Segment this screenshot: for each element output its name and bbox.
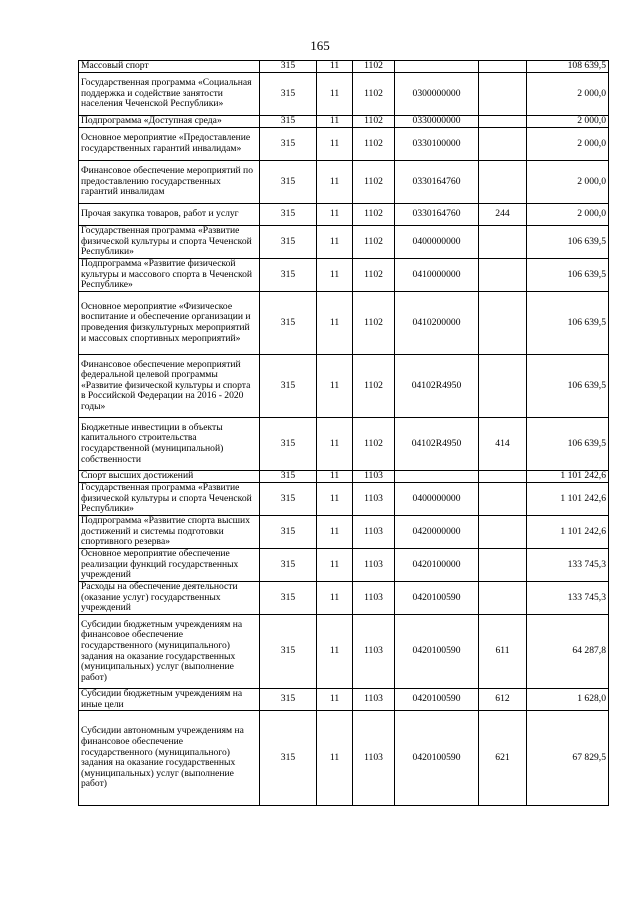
row-rz-cell: 11 bbox=[317, 689, 353, 711]
row-ved-cell: 315 bbox=[260, 615, 317, 689]
row-ved-cell: 315 bbox=[260, 61, 317, 73]
row-name-cell: Массовый спорт bbox=[79, 61, 260, 73]
row-csr-cell: 0330164760 bbox=[395, 204, 479, 226]
row-amount-cell: 2 000,0 bbox=[527, 161, 609, 204]
row-ved-cell: 315 bbox=[260, 711, 317, 806]
row-rz-cell: 11 bbox=[317, 418, 353, 471]
row-csr-cell: 04102R4950 bbox=[395, 355, 479, 418]
row-pr-cell: 1103 bbox=[353, 483, 395, 516]
row-rz-cell: 11 bbox=[317, 355, 353, 418]
row-amount-cell: 1 101 242,6 bbox=[527, 516, 609, 549]
row-rz-cell: 11 bbox=[317, 204, 353, 226]
row-vr-cell: 244 bbox=[479, 204, 527, 226]
budget-table bbox=[78, 60, 609, 806]
row-amount-cell: 67 829,5 bbox=[527, 711, 609, 806]
table-row bbox=[79, 689, 609, 711]
row-ved-cell: 315 bbox=[260, 516, 317, 549]
row-pr-cell: 1102 bbox=[353, 116, 395, 128]
row-pr-cell: 1102 bbox=[353, 61, 395, 73]
row-amount-cell: 1 101 242,6 bbox=[527, 483, 609, 516]
row-name-cell: Субсидии автономным учреждениям на финансовое обеспечение государственного (муниципального) задания на оказание государственных (муниципальных) услуг (выполнение работ) bbox=[79, 711, 260, 806]
row-amount-cell: 106 639,5 bbox=[527, 226, 609, 259]
row-ved-cell: 315 bbox=[260, 549, 317, 582]
row-vr-cell bbox=[479, 161, 527, 204]
row-vr-cell bbox=[479, 549, 527, 582]
row-csr-cell: 0420000000 bbox=[395, 516, 479, 549]
row-vr-cell: 414 bbox=[479, 418, 527, 471]
row-amount-cell: 1 628,0 bbox=[527, 689, 609, 711]
row-name-cell: Государственная программа «Социальная поддержка и содействие занятости населения Чеченской Республики» bbox=[79, 73, 260, 116]
row-amount-cell: 1 101 242,6 bbox=[527, 471, 609, 483]
table-row bbox=[79, 61, 609, 73]
table-row bbox=[79, 516, 609, 549]
row-name-cell: Спорт высших достижений bbox=[79, 471, 260, 483]
row-pr-cell: 1103 bbox=[353, 549, 395, 582]
table-row bbox=[79, 259, 609, 292]
row-name-cell: Субсидии бюджетным учреждениям на иные цели bbox=[79, 689, 260, 711]
row-ved-cell: 315 bbox=[260, 483, 317, 516]
row-ved-cell: 315 bbox=[260, 582, 317, 615]
table-row bbox=[79, 161, 609, 204]
table-row bbox=[79, 116, 609, 128]
row-ved-cell: 315 bbox=[260, 259, 317, 292]
row-csr-cell bbox=[395, 471, 479, 483]
table-row bbox=[79, 292, 609, 355]
row-ved-cell: 315 bbox=[260, 161, 317, 204]
row-vr-cell: 611 bbox=[479, 615, 527, 689]
row-rz-cell: 11 bbox=[317, 549, 353, 582]
row-rz-cell: 11 bbox=[317, 116, 353, 128]
row-vr-cell bbox=[479, 61, 527, 73]
table-row bbox=[79, 355, 609, 418]
row-csr-cell: 04102R4950 bbox=[395, 418, 479, 471]
row-pr-cell: 1102 bbox=[353, 355, 395, 418]
row-vr-cell bbox=[479, 516, 527, 549]
row-rz-cell: 11 bbox=[317, 471, 353, 483]
row-name-cell: Финансовое обеспечение мероприятий по предоставлению государственных гарантий инвалидам bbox=[79, 161, 260, 204]
row-csr-cell: 0420100590 bbox=[395, 615, 479, 689]
row-ved-cell: 315 bbox=[260, 471, 317, 483]
row-name-cell: Субсидии бюджетным учреждениям на финансовое обеспечение государственного (муниципального) задания на оказание государственных (муниципальных) услуг (выполнение работ) bbox=[79, 615, 260, 689]
row-ved-cell: 315 bbox=[260, 204, 317, 226]
row-ved-cell: 315 bbox=[260, 418, 317, 471]
page-number: 165 bbox=[310, 38, 330, 53]
row-name-cell: Подпрограмма «Развитие физической культуры и массового спорта в Чеченской Республике» bbox=[79, 259, 260, 292]
row-name-cell: Подпрограмма «Доступная среда» bbox=[79, 116, 260, 128]
table-row bbox=[79, 549, 609, 582]
row-amount-cell: 133 745,3 bbox=[527, 582, 609, 615]
table-row bbox=[79, 418, 609, 471]
table-row bbox=[79, 73, 609, 116]
row-amount-cell: 106 639,5 bbox=[527, 259, 609, 292]
row-amount-cell: 2 000,0 bbox=[527, 116, 609, 128]
row-amount-cell: 64 287,8 bbox=[527, 615, 609, 689]
row-pr-cell: 1102 bbox=[353, 226, 395, 259]
row-ved-cell: 315 bbox=[260, 128, 317, 161]
row-vr-cell bbox=[479, 471, 527, 483]
row-vr-cell: 621 bbox=[479, 711, 527, 806]
row-ved-cell: 315 bbox=[260, 689, 317, 711]
row-ved-cell: 315 bbox=[260, 292, 317, 355]
row-pr-cell: 1103 bbox=[353, 582, 395, 615]
row-csr-cell: 0300000000 bbox=[395, 73, 479, 116]
row-pr-cell: 1103 bbox=[353, 711, 395, 806]
row-pr-cell: 1103 bbox=[353, 615, 395, 689]
row-rz-cell: 11 bbox=[317, 711, 353, 806]
table-row bbox=[79, 582, 609, 615]
row-rz-cell: 11 bbox=[317, 73, 353, 116]
row-name-cell: Подпрограмма «Развитие спорта высших достижений и системы подготовки спортивного резерва» bbox=[79, 516, 260, 549]
row-rz-cell: 11 bbox=[317, 226, 353, 259]
row-vr-cell bbox=[479, 355, 527, 418]
row-name-cell: Расходы на обеспечение деятельности (оказание услуг) государственных учреждений bbox=[79, 582, 260, 615]
row-vr-cell bbox=[479, 116, 527, 128]
table-row bbox=[79, 483, 609, 516]
row-rz-cell: 11 bbox=[317, 292, 353, 355]
table-row bbox=[79, 128, 609, 161]
row-ved-cell: 315 bbox=[260, 73, 317, 116]
row-ved-cell: 315 bbox=[260, 355, 317, 418]
row-vr-cell bbox=[479, 226, 527, 259]
row-vr-cell: 612 bbox=[479, 689, 527, 711]
row-pr-cell: 1102 bbox=[353, 73, 395, 116]
row-name-cell: Прочая закупка товаров, работ и услуг bbox=[79, 204, 260, 226]
row-name-cell: Основное мероприятие «Физическое воспитание и обеспечение организации и проведения физкультурных мероприятий и массовых спортивных мероприятий» bbox=[79, 292, 260, 355]
table-row bbox=[79, 615, 609, 689]
table-row bbox=[79, 226, 609, 259]
row-amount-cell: 133 745,3 bbox=[527, 549, 609, 582]
row-csr-cell: 0420100590 bbox=[395, 582, 479, 615]
row-amount-cell: 2 000,0 bbox=[527, 128, 609, 161]
table-row bbox=[79, 471, 609, 483]
row-amount-cell: 2 000,0 bbox=[527, 73, 609, 116]
row-rz-cell: 11 bbox=[317, 582, 353, 615]
row-name-cell: Государственная программа «Развитие физической культуры и спорта Чеченской Республики» bbox=[79, 226, 260, 259]
table-row bbox=[79, 711, 609, 806]
row-pr-cell: 1102 bbox=[353, 128, 395, 161]
row-pr-cell: 1103 bbox=[353, 689, 395, 711]
row-vr-cell bbox=[479, 128, 527, 161]
row-amount-cell: 106 639,5 bbox=[527, 355, 609, 418]
row-csr-cell: 0410000000 bbox=[395, 259, 479, 292]
row-amount-cell: 2 000,0 bbox=[527, 204, 609, 226]
row-rz-cell: 11 bbox=[317, 483, 353, 516]
row-vr-cell bbox=[479, 483, 527, 516]
row-rz-cell: 11 bbox=[317, 615, 353, 689]
row-name-cell: Основное мероприятие «Предоставление государственных гарантий инвалидам» bbox=[79, 128, 260, 161]
row-csr-cell: 0420100000 bbox=[395, 549, 479, 582]
row-csr-cell: 0400000000 bbox=[395, 483, 479, 516]
table-row bbox=[79, 204, 609, 226]
row-rz-cell: 11 bbox=[317, 61, 353, 73]
row-name-cell: Бюджетные инвестиции в объекты капитального строительства государственной (муниципальной) собственности bbox=[79, 418, 260, 471]
row-pr-cell: 1103 bbox=[353, 471, 395, 483]
row-pr-cell: 1102 bbox=[353, 292, 395, 355]
row-rz-cell: 11 bbox=[317, 128, 353, 161]
row-vr-cell bbox=[479, 582, 527, 615]
row-rz-cell: 11 bbox=[317, 516, 353, 549]
row-ved-cell: 315 bbox=[260, 116, 317, 128]
row-vr-cell bbox=[479, 73, 527, 116]
row-name-cell: Основное мероприятие обеспечение реализации функций государственных учреждений bbox=[79, 549, 260, 582]
row-csr-cell: 0420100590 bbox=[395, 689, 479, 711]
row-amount-cell: 106 639,5 bbox=[527, 292, 609, 355]
row-name-cell: Финансовое обеспечение мероприятий федеральной целевой программы «Развитие физической культуры и спорта в Российской Федерации на 2016 - 2020 годы» bbox=[79, 355, 260, 418]
row-amount-cell: 106 639,5 bbox=[527, 418, 609, 471]
row-csr-cell: 0410200000 bbox=[395, 292, 479, 355]
row-vr-cell bbox=[479, 292, 527, 355]
row-csr-cell: 0330000000 bbox=[395, 116, 479, 128]
row-rz-cell: 11 bbox=[317, 161, 353, 204]
row-ved-cell: 315 bbox=[260, 226, 317, 259]
row-csr-cell bbox=[395, 61, 479, 73]
row-csr-cell: 0400000000 bbox=[395, 226, 479, 259]
row-pr-cell: 1102 bbox=[353, 259, 395, 292]
row-csr-cell: 0420100590 bbox=[395, 711, 479, 806]
row-pr-cell: 1102 bbox=[353, 204, 395, 226]
row-csr-cell: 0330100000 bbox=[395, 128, 479, 161]
row-rz-cell: 11 bbox=[317, 259, 353, 292]
row-pr-cell: 1102 bbox=[353, 418, 395, 471]
row-name-cell: Государственная программа «Развитие физической культуры и спорта Чеченской Республики» bbox=[79, 483, 260, 516]
row-pr-cell: 1103 bbox=[353, 516, 395, 549]
row-pr-cell: 1102 bbox=[353, 161, 395, 204]
row-csr-cell: 0330164760 bbox=[395, 161, 479, 204]
row-amount-cell: 108 639,5 bbox=[527, 61, 609, 73]
row-vr-cell bbox=[479, 259, 527, 292]
